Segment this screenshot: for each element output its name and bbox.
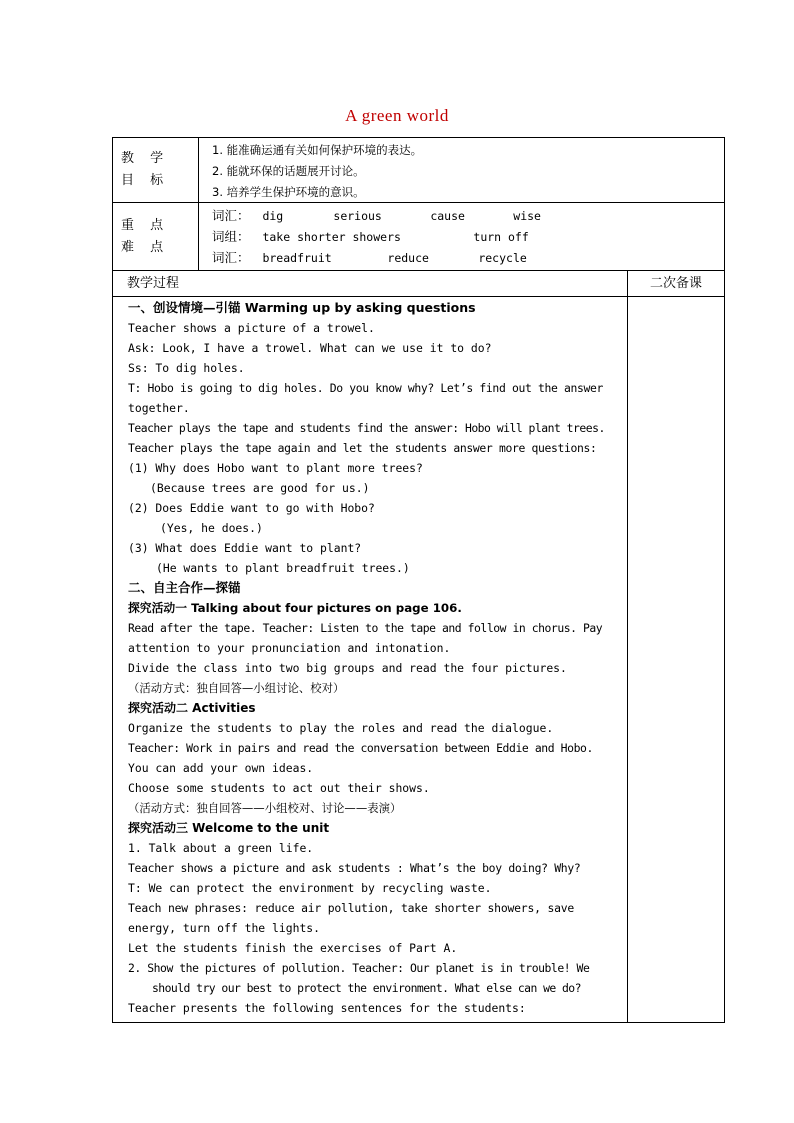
question-line: (3) What does Eddie want to plant?: [128, 541, 362, 555]
vocab-prefix: 词组：: [212, 229, 250, 244]
process-line: Teacher plays the tape again and let the students answer more questions:: [128, 441, 597, 455]
process-line: Organize the students to play the roles and read the dialogue.: [128, 721, 554, 735]
activity-heading: 探究活动二 Activities: [128, 701, 256, 715]
vocab-term: turn off: [473, 230, 529, 244]
vocab-line: [212, 226, 718, 247]
process-body-row: [113, 297, 724, 1022]
process-line: Let the students finish the exercises of Part A.: [128, 941, 458, 955]
second-prep-header: 二次备课: [649, 276, 702, 291]
objective-item: 2. 能就环保的话题展开讨论。: [212, 164, 365, 178]
process-line: T: We can protect the environment by recycling waste.: [128, 881, 492, 895]
objectives-label: [113, 138, 199, 202]
process-line: Teacher presents the following sentences for the students:: [128, 1001, 526, 1015]
process-line: attention to your pronunciation and intonation.: [128, 641, 451, 655]
activity-heading: 探究活动三 Welcome to the unit: [128, 821, 330, 835]
activity-method: （活动方式：独自回答——小组校对、讨论——表演）: [128, 801, 402, 815]
vocab-term: reduce: [387, 251, 429, 265]
objectives-label-line: 教 学: [121, 151, 170, 166]
process-line: T: Hobo is going to dig holes. Do you know why? Let’s find out the answer: [128, 381, 604, 395]
process-line: Teacher: Work in pairs and read the conversation between Eddie and Hobo.: [128, 741, 593, 755]
process-content: [113, 297, 628, 1022]
process-line: 1. Talk about a green life.: [128, 841, 314, 855]
process-header: 教学过程: [113, 271, 628, 296]
activity-heading: 探究活动一 Talking about four pictures on page 106.: [128, 601, 462, 615]
vocab-term: recycle: [478, 251, 527, 265]
process-line: together.: [128, 401, 190, 415]
process-line: Teacher shows a picture of a trowel.: [128, 321, 375, 335]
process-line: Teach new phrases: reduce air pollution, take shorter showers, save: [128, 901, 575, 915]
vocab-term: dig: [262, 209, 284, 223]
answer-line: (Yes, he does.): [160, 521, 263, 535]
vocab-term: cause: [430, 209, 465, 223]
process-line: You can add your own ideas.: [128, 761, 314, 775]
process-header-row: [113, 271, 724, 297]
process-line: Teacher shows a picture and ask students : What’s the boy doing? Why?: [128, 861, 581, 875]
answer-line: (He wants to plant breadfruit trees.): [156, 561, 410, 575]
vocab-line: [212, 247, 718, 268]
process-line: Choose some students to act out their shows.: [128, 781, 430, 795]
process-line: should try our best to protect the environment. What else can we do?: [152, 981, 581, 995]
process-line: Read after the tape. Teacher: Listen to the tape and follow in chorus. Pay: [128, 621, 603, 635]
activity-method: （活动方式：独自回答—小组讨论、校对）: [128, 681, 345, 695]
answer-line: (Because trees are good for us.): [150, 481, 370, 495]
process-line: Ask: Look, I have a trowel. What can we use it to do?: [128, 341, 492, 355]
vocab-prefix: 词汇：: [212, 208, 250, 223]
vocab-term: breadfruit: [262, 251, 332, 265]
vocab-term: wise: [513, 209, 541, 223]
objectives-content: [199, 138, 724, 202]
key-points-content: [199, 203, 724, 270]
question-line: (2) Does Eddie want to go with Hobo?: [128, 501, 375, 515]
key-points-label-line: 重 点: [121, 217, 170, 233]
vocab-term: serious: [333, 209, 382, 223]
objectives-label-line: 目 标: [121, 173, 170, 188]
objective-item: 1. 能准确运通有关如何保护环境的表达。: [212, 143, 423, 157]
section-heading: [128, 298, 623, 318]
objectives-row: [113, 138, 724, 203]
key-points-label-line: 难 点: [121, 239, 170, 255]
vocab-term: take shorter showers: [262, 230, 401, 244]
lesson-plan-table: [112, 137, 725, 1023]
page-title: A green world: [345, 106, 449, 125]
vocab-line: [212, 205, 718, 226]
second-prep-column: [628, 297, 724, 1022]
process-line: Divide the class into two big groups and read the four pictures.: [128, 661, 567, 675]
question-line: (1) Why does Hobo want to plant more trees?: [128, 461, 423, 475]
section-heading: 二、自主合作—探锚: [128, 580, 241, 595]
key-points-row: [113, 203, 724, 271]
objective-item: 3. 培养学生保护环境的意识。: [212, 185, 365, 199]
process-line: 2. Show the pictures of pollution. Teacher: Our planet is in trouble! We: [128, 961, 590, 975]
vocab-prefix: 词汇：: [212, 250, 250, 265]
process-line: Ss: To dig holes.: [128, 361, 245, 375]
key-points-label: [113, 203, 199, 270]
process-line: energy, turn off the lights.: [128, 921, 321, 935]
section-heading-text: 一、创设情境—引锚 Warming up by asking questions: [128, 300, 476, 315]
process-line: Teacher plays the tape and students find the answer: Hobo will plant trees.: [128, 421, 605, 435]
